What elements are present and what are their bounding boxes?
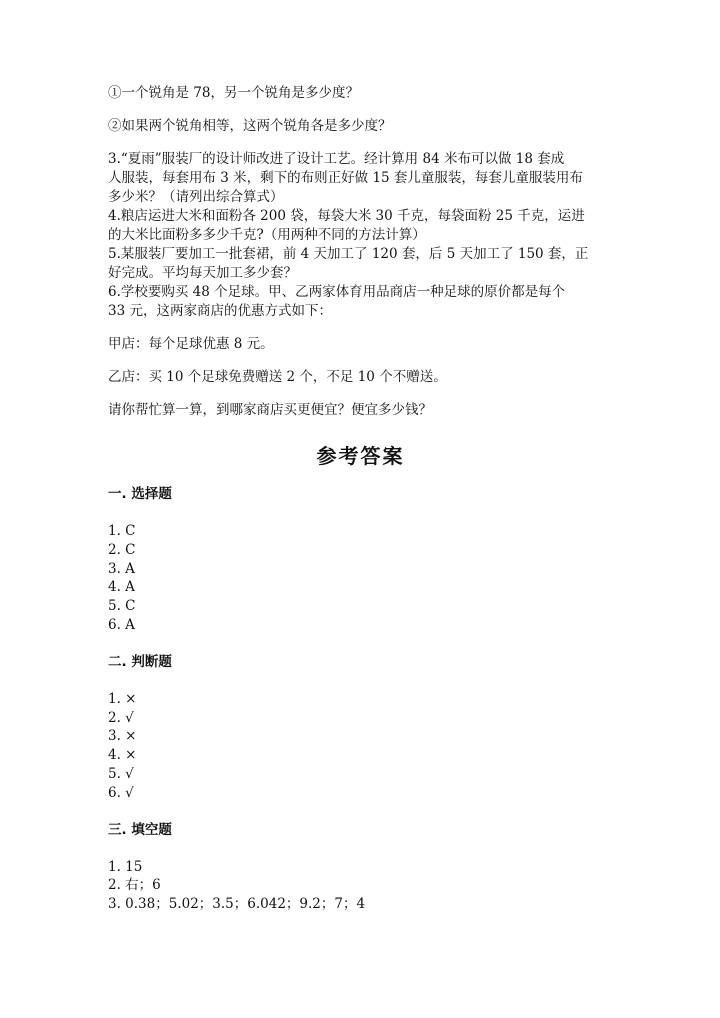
question-4-line: 的大米比面粉多多少千克?（用两种不同的方法计算） — [108, 227, 426, 243]
section-heading: 二. 判断题 — [108, 653, 172, 670]
answer-item: 1. × — [108, 690, 137, 707]
answer-item: 2. C — [108, 541, 136, 558]
section-choice — [108, 485, 613, 635]
question-6 — [108, 283, 613, 321]
question-sub-2: ②如果两个锐角相等，这两个锐角各是多少度？ — [108, 118, 392, 134]
section-judge — [108, 653, 613, 803]
section-heading: 三. 填空题 — [108, 821, 172, 838]
answer-item: 6. √ — [108, 784, 134, 801]
question-4 — [108, 207, 613, 245]
answer-list — [108, 690, 613, 803]
answer-list — [108, 522, 613, 635]
question-4-line: 4.粮店运进大米和面粉各 200 袋，每袋大米 30 千克，每袋面粉 25 千克，运进 — [108, 208, 585, 224]
answer-item: 6. A — [108, 616, 135, 633]
answer-item: 4. × — [108, 747, 137, 764]
question-3-line: 3.“夏雨”服装厂的设计师改进了设计工艺。经计算用 84 米布可以做 18 套成 — [108, 151, 565, 167]
question-6-line: 33 元，这两家商店的优惠方式如下： — [108, 303, 332, 319]
answer-item: 1. 15 — [108, 858, 143, 875]
question-3-line: 多少米？（请列出综合算式） — [108, 189, 284, 205]
question-6-line: 6.学校要购买 48 个足球。甲、乙两家体育用品商店一种足球的原价都是每个 — [108, 284, 566, 300]
question-3-line: 人服装，每套用布 3 米，剩下的布则正好做 15 套儿童服装，每套儿童服装用布 — [108, 170, 583, 186]
answer-item: 3. 0.38；5.02；3.5；6.042；9.2；7；4 — [108, 896, 366, 913]
question-sub-1: ①一个锐角是 78，另一个锐角是多少度？ — [108, 85, 359, 101]
answer-title: 参考答案 — [316, 444, 405, 468]
answer-item: 2. 右；6 — [108, 877, 161, 894]
question-3 — [108, 150, 613, 207]
answer-item: 1. C — [108, 523, 136, 539]
answer-item: 3. × — [108, 728, 137, 745]
document-page — [108, 84, 613, 932]
answer-list — [108, 858, 613, 914]
answer-item: 3. A — [108, 560, 135, 577]
final-question: 请你帮忙算一算，到哪家商店买更便宜？便宜多少钱？ — [108, 402, 432, 418]
question-5 — [108, 245, 613, 283]
answer-item: 4. A — [108, 579, 135, 596]
section-heading: 一. 选择题 — [108, 486, 172, 502]
answer-item: 5. C — [108, 598, 136, 615]
question-5-line: 好完成。平均每天加工多少套？ — [108, 265, 297, 281]
section-fill — [108, 821, 613, 914]
answer-item: 5. √ — [108, 765, 134, 782]
answer-item: 2. √ — [108, 709, 134, 726]
shop-b-offer: 乙店：买 10 个足球免费赠送 2 个，不足 10 个不赠送。 — [108, 369, 447, 385]
shop-a-offer: 甲店：每个足球优惠 8 元。 — [108, 336, 274, 352]
question-5-line: 5.某服装厂要加工一批套裙，前 4 天加工了 120 套，后 5 天加工了 150 套，正 — [108, 246, 589, 262]
